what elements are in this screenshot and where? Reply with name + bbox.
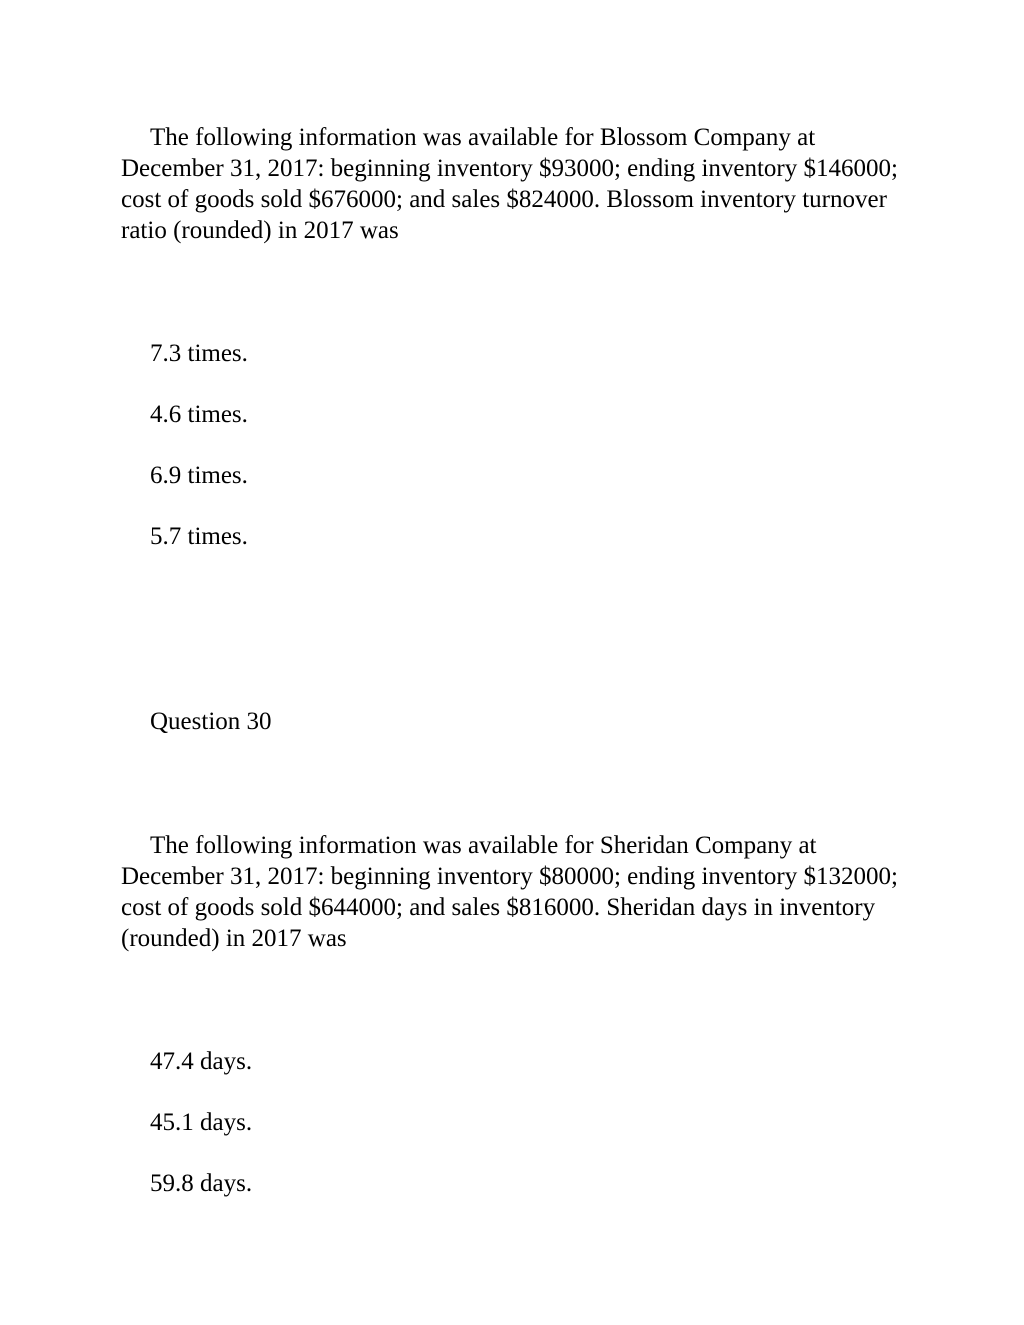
question-30-heading: Question 30 bbox=[150, 708, 272, 735]
question-30-option-3: 59.8 days. bbox=[150, 1170, 253, 1197]
question-29-text: The following information was available for Blossom Company at December 31, 2017: beginning inventory $93000; ending inventory $146000; cost of goods sold $676000; and sales $824000. Blossom inventory turnover ratio (rounded) in 2017 was bbox=[121, 124, 898, 244]
question-30-text: The following information was available for Sheridan Company at December 31, 2017: beginning inventory $80000; ending inventory $132000; cost of goods sold $644000; and sales $816000. Sheridan days in inventory (rounded) in 2017 was bbox=[121, 832, 898, 952]
question-29-option-1: 7.3 times. bbox=[150, 340, 248, 367]
question-29-option-2: 4.6 times. bbox=[150, 401, 248, 428]
question-30-option-2: 45.1 days. bbox=[150, 1109, 253, 1136]
question-30-option-1: 47.4 days. bbox=[150, 1048, 253, 1075]
question-29-option-4: 5.7 times. bbox=[150, 523, 248, 550]
question-29-option-3: 6.9 times. bbox=[150, 462, 248, 489]
